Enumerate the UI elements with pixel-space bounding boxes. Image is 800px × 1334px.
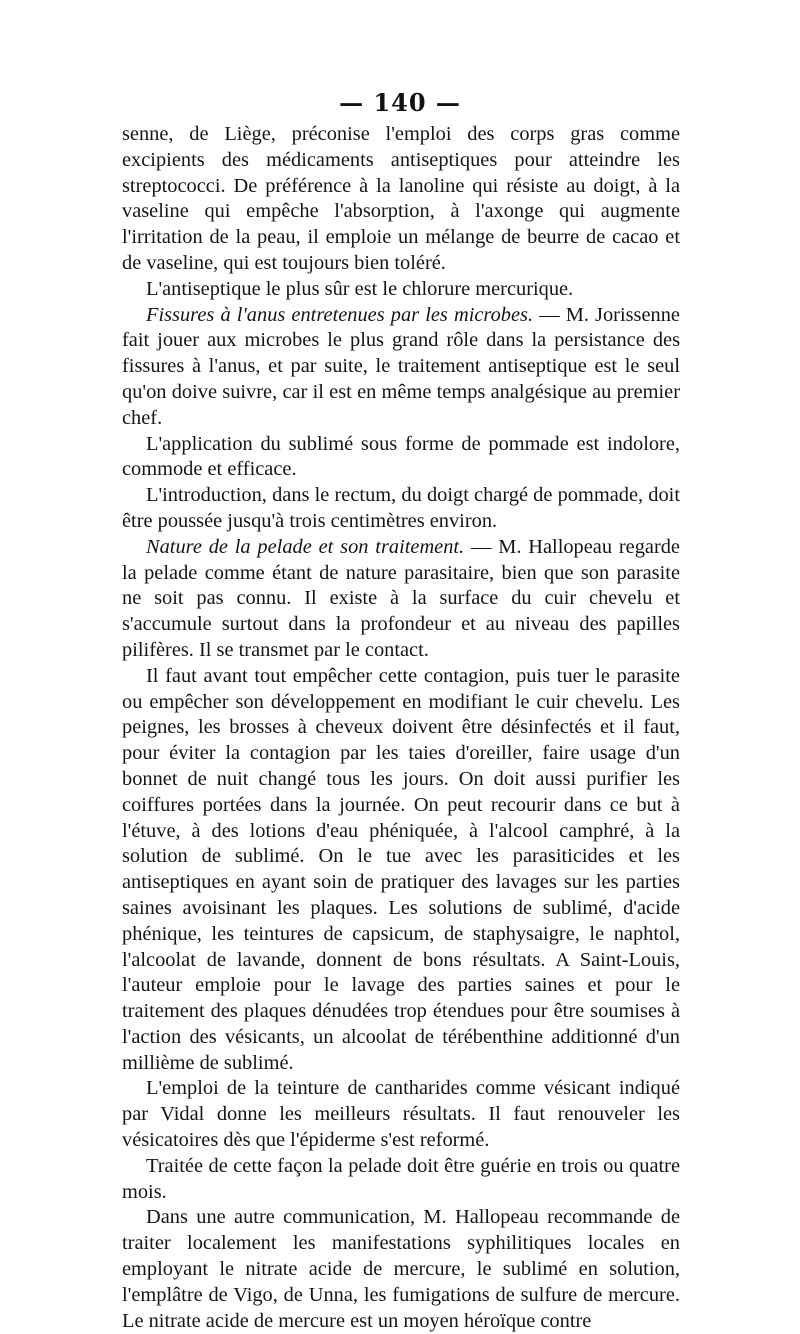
paragraph-continuation: senne, de Liège, préconise l'emploi des corps gras comme excipients des médicaments antiseptiques pour atteindre les streptococci. De préférence à la lanoline qui résiste au doigt, à la vaseline qui empêche l'absorption, à l'axonge qui augmente l'irritation de la peau, il emploie un mélange de beurre de cacao et de vaseline, qui est toujours bien toléré. bbox=[122, 123, 680, 274]
section-title-pelade: Nature de la pelade et son traitement. bbox=[146, 535, 465, 558]
page-number: — 140 — bbox=[339, 88, 461, 117]
paragraph-pelade-text: — M. Hallopeau regarde la pelade comme étant de nature parasitaire, bien que son parasite ne soit pas connu. Il existe à la surface du cuir chevelu et s'accumule surtout dans la profondeur et au niveau des papilles pilifères. Il se transmet par le contact. bbox=[122, 535, 680, 661]
paragraph-contagion: Il faut avant tout empêcher cette contagion, puis tuer le parasite ou empêcher son développement en modifiant le cuir chevelu. Les peignes, les brosses à cheveux doivent être désinfectés et il faut, pour éviter la contagion par les taies d'oreiller, faire usage d'un bonnet de nuit changé tous les jours. On doit aussi purifier les coiffures portées dans la journée. On peut recourir dans ce but à l'étuve, à des lotions d'eau phéniquée, à l'alcool camphré, à la solution de sublimé. On le tue avec les parasiticides et les antiseptiques en ayant soin de pratiquer des lavages sur les parties saines avoisinant les plaques. Les solutions de sublimé, d'acide phénique, les teintures de capsicum, de staphysaigre, le naphtol, l'alcoolat de lavande, donnent de bons résultats. A Saint-Louis, l'auteur emploie pour le lavage des parties saines et pour le traitement des plaques dénudées trop étendues pour être soumises à l'action des vésicants, un alcoolat de térébenthine additionné d'un millième de sublimé. bbox=[122, 664, 680, 1074]
paragraph-fissures bbox=[122, 303, 680, 432]
paragraph-introduction: L'introduction, dans le rectum, du doigt chargé de pommade, doit être poussée jusqu'à trois centimètres environ. bbox=[122, 484, 680, 532]
paragraph-treatment-duration: Traitée de cette façon la pelade doit être guérie en trois ou quatre mois. bbox=[122, 1154, 680, 1203]
section-title-fissures: Fissures à l'anus entretenues par les microbes. bbox=[146, 303, 534, 326]
body-text bbox=[122, 122, 680, 1334]
paragraph-fissures-text: — M. Jorissenne fait jouer aux microbes le plus grand rôle dans la persistance des fissures à l'anus, et par suite, le traitement antiseptique est le seul qu'on doive suivre, car il est en même temps analgésique au premier chef. bbox=[122, 303, 680, 429]
paragraph-syphilitic: Dans une autre communication, M. Hallopeau recommande de traiter localement les manifestations syphilitiques locales en employant le nitrate acide de mercure, le sublimé en solution, l'emplâtre de Vigo, de Unna, les fumigations de sulfure de mercure. Le nitrate acide de mercure est un moyen héroïque contre bbox=[122, 1206, 680, 1332]
paragraph-antiseptic: L'antiseptique le plus sûr est le chlorure mercurique. bbox=[146, 277, 574, 300]
paragraph-application: L'application du sublimé sous forme de pommade est indolore, commode et efficace. bbox=[122, 432, 680, 481]
paragraph-pelade bbox=[122, 535, 680, 664]
paragraph-cantharides: L'emploi de la teinture de cantharides comme vésicant indiqué par Vidal donne les meilleurs résultats. Il faut renouveler les vésicatoires dès que l'épiderme s'est reformé. bbox=[122, 1077, 680, 1152]
